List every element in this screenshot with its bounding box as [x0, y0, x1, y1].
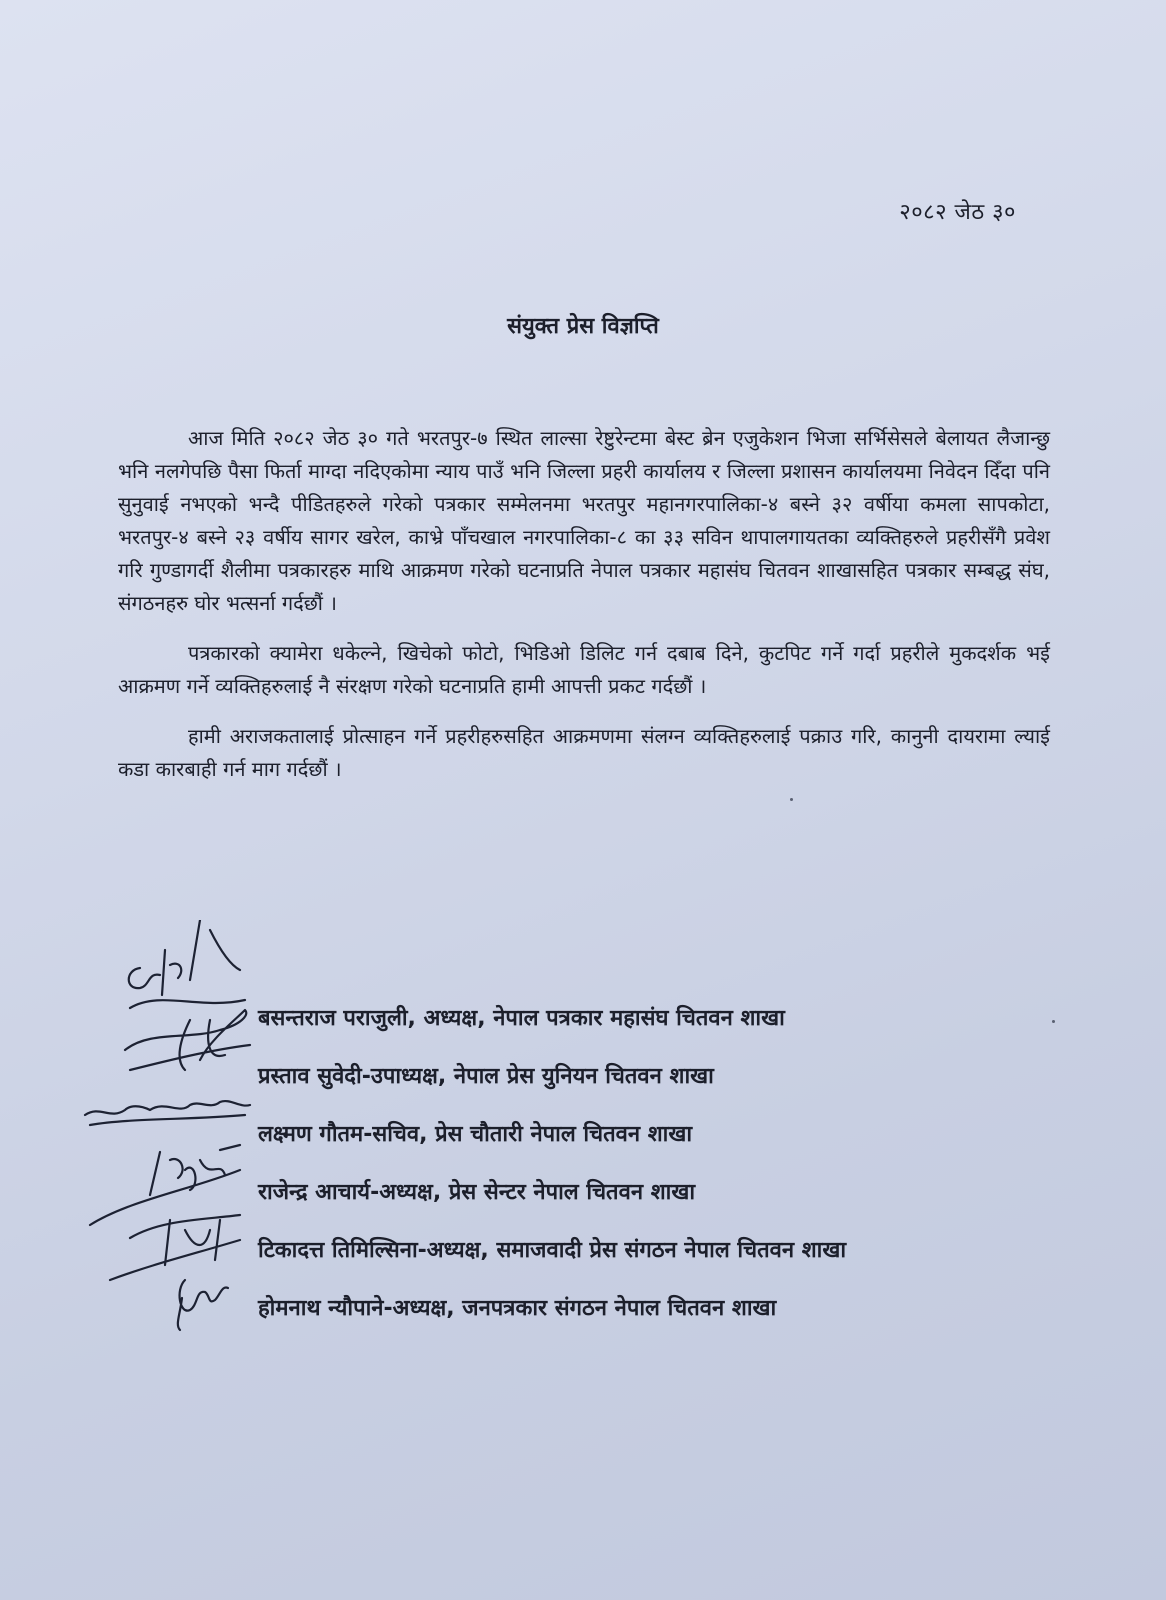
signature-1: [129, 920, 245, 1008]
paragraph-1: आज मिति २०८२ जेठ ३० गते भरतपुर-७ स्थित लाल्सा रेष्टुरेन्टमा बेस्ट ब्रेन एजुकेशन भिजा सर्भिसेसले बेलायत लैजान्छु भनि नलगेपछि पैसा फिर्ता माग्दा नदिएकोमा न्याय पाउँ भनि जिल्ला प्रहरी कार्यालय र जिल्ला प्रशासन कार्यालयमा निवेदन दिँदा पनि सुनुवाई नभएको भन्दै पीडितहरुले गरेको पत्रकार सम्मेलनमा भरतपुर महानगरपालिका-४ बस्ने ३२ वर्षीया कमला सापकोटा, भरतपुर-४ बस्ने २३ वर्षीय सागर खरेल, काभ्रे पाँचखाल नगरपालिका-८ का ३३ सविन थापालगायतका व्यक्तिहरुले प्रहरीसँगै प्रवेश गरि गुण्डागर्दी शैलीमा पत्रकारहरु माथि आक्रमण गरेको घटनाप्रति नेपाल पत्रकार महासंघ चितवन शाखासहित पत्रकार सम्बद्ध संघ, संगठनहरु घोर भत्सर्ना गर्दछौं ।: [118, 426, 1050, 615]
signature-4: [90, 1145, 240, 1225]
signatory-6: होमनाथ न्यौपाने-अध्यक्ष, जनपत्रकार संगठन नेपाल चितवन शाखा: [258, 1296, 777, 1321]
document-title: संयुक्त प्रेस विज्ञप्ति: [507, 314, 659, 339]
paragraph-3: हामी अराजकतालाई प्रोत्साहन गर्ने प्रहरीहरुसहित आक्रमणमा संलग्न व्यक्तिहरुलाई पक्राउ गरि, कानुनी दायरामा ल्याई कडा कारबाही गर्न माग गर्दछौं ।: [118, 724, 1050, 781]
signature-3: [85, 1101, 250, 1125]
document-date: २०८२ जेठ ३०: [899, 200, 1016, 225]
signatory-2: प्रस्ताव सुवेदी-उपाध्यक्ष, नेपाल प्रेस युनियन चितवन शाखा: [258, 1064, 714, 1089]
signature-6: [178, 1280, 228, 1330]
signatory-4: राजेन्द्र आचार्य-अध्यक्ष, प्रेस सेन्टर नेपाल चितवन शाखा: [258, 1180, 696, 1205]
paper-speck: [790, 798, 793, 801]
signatory-3: लक्ष्मण गौतम-सचिव, प्रेस चौतारी नेपाल चितवन शाखा: [258, 1122, 693, 1147]
handwritten-signatures: [70, 920, 290, 1340]
document-body: [118, 422, 1050, 803]
signature-5: [110, 1215, 240, 1280]
signatory-1: बसन्तराज पराजुली, अध्यक्ष, नेपाल पत्रकार महासंघ चितवन शाखा: [258, 1006, 785, 1031]
signatory-5: टिकादत्त तिमिल्सिना-अध्यक्ष, समाजवादी प्रेस संगठन नेपाल चितवन शाखा: [258, 1238, 847, 1263]
paragraph-2: पत्रकारको क्यामेरा धकेल्ने, खिचेको फोटो, भिडिओ डिलिट गर्न दबाब दिने, कुटपिट गर्ने गर्दा प्रहरीले मुकदर्शक भई आक्रमण गर्ने व्यक्तिहरुलाई नै संरक्षण गरेको घटनाप्रति हामी आपत्ती प्रकट गर्दछौं ।: [118, 641, 1050, 698]
signatories-list: [258, 1002, 1058, 1350]
paper-speck: [1052, 1020, 1055, 1023]
signature-2: [125, 1010, 250, 1070]
